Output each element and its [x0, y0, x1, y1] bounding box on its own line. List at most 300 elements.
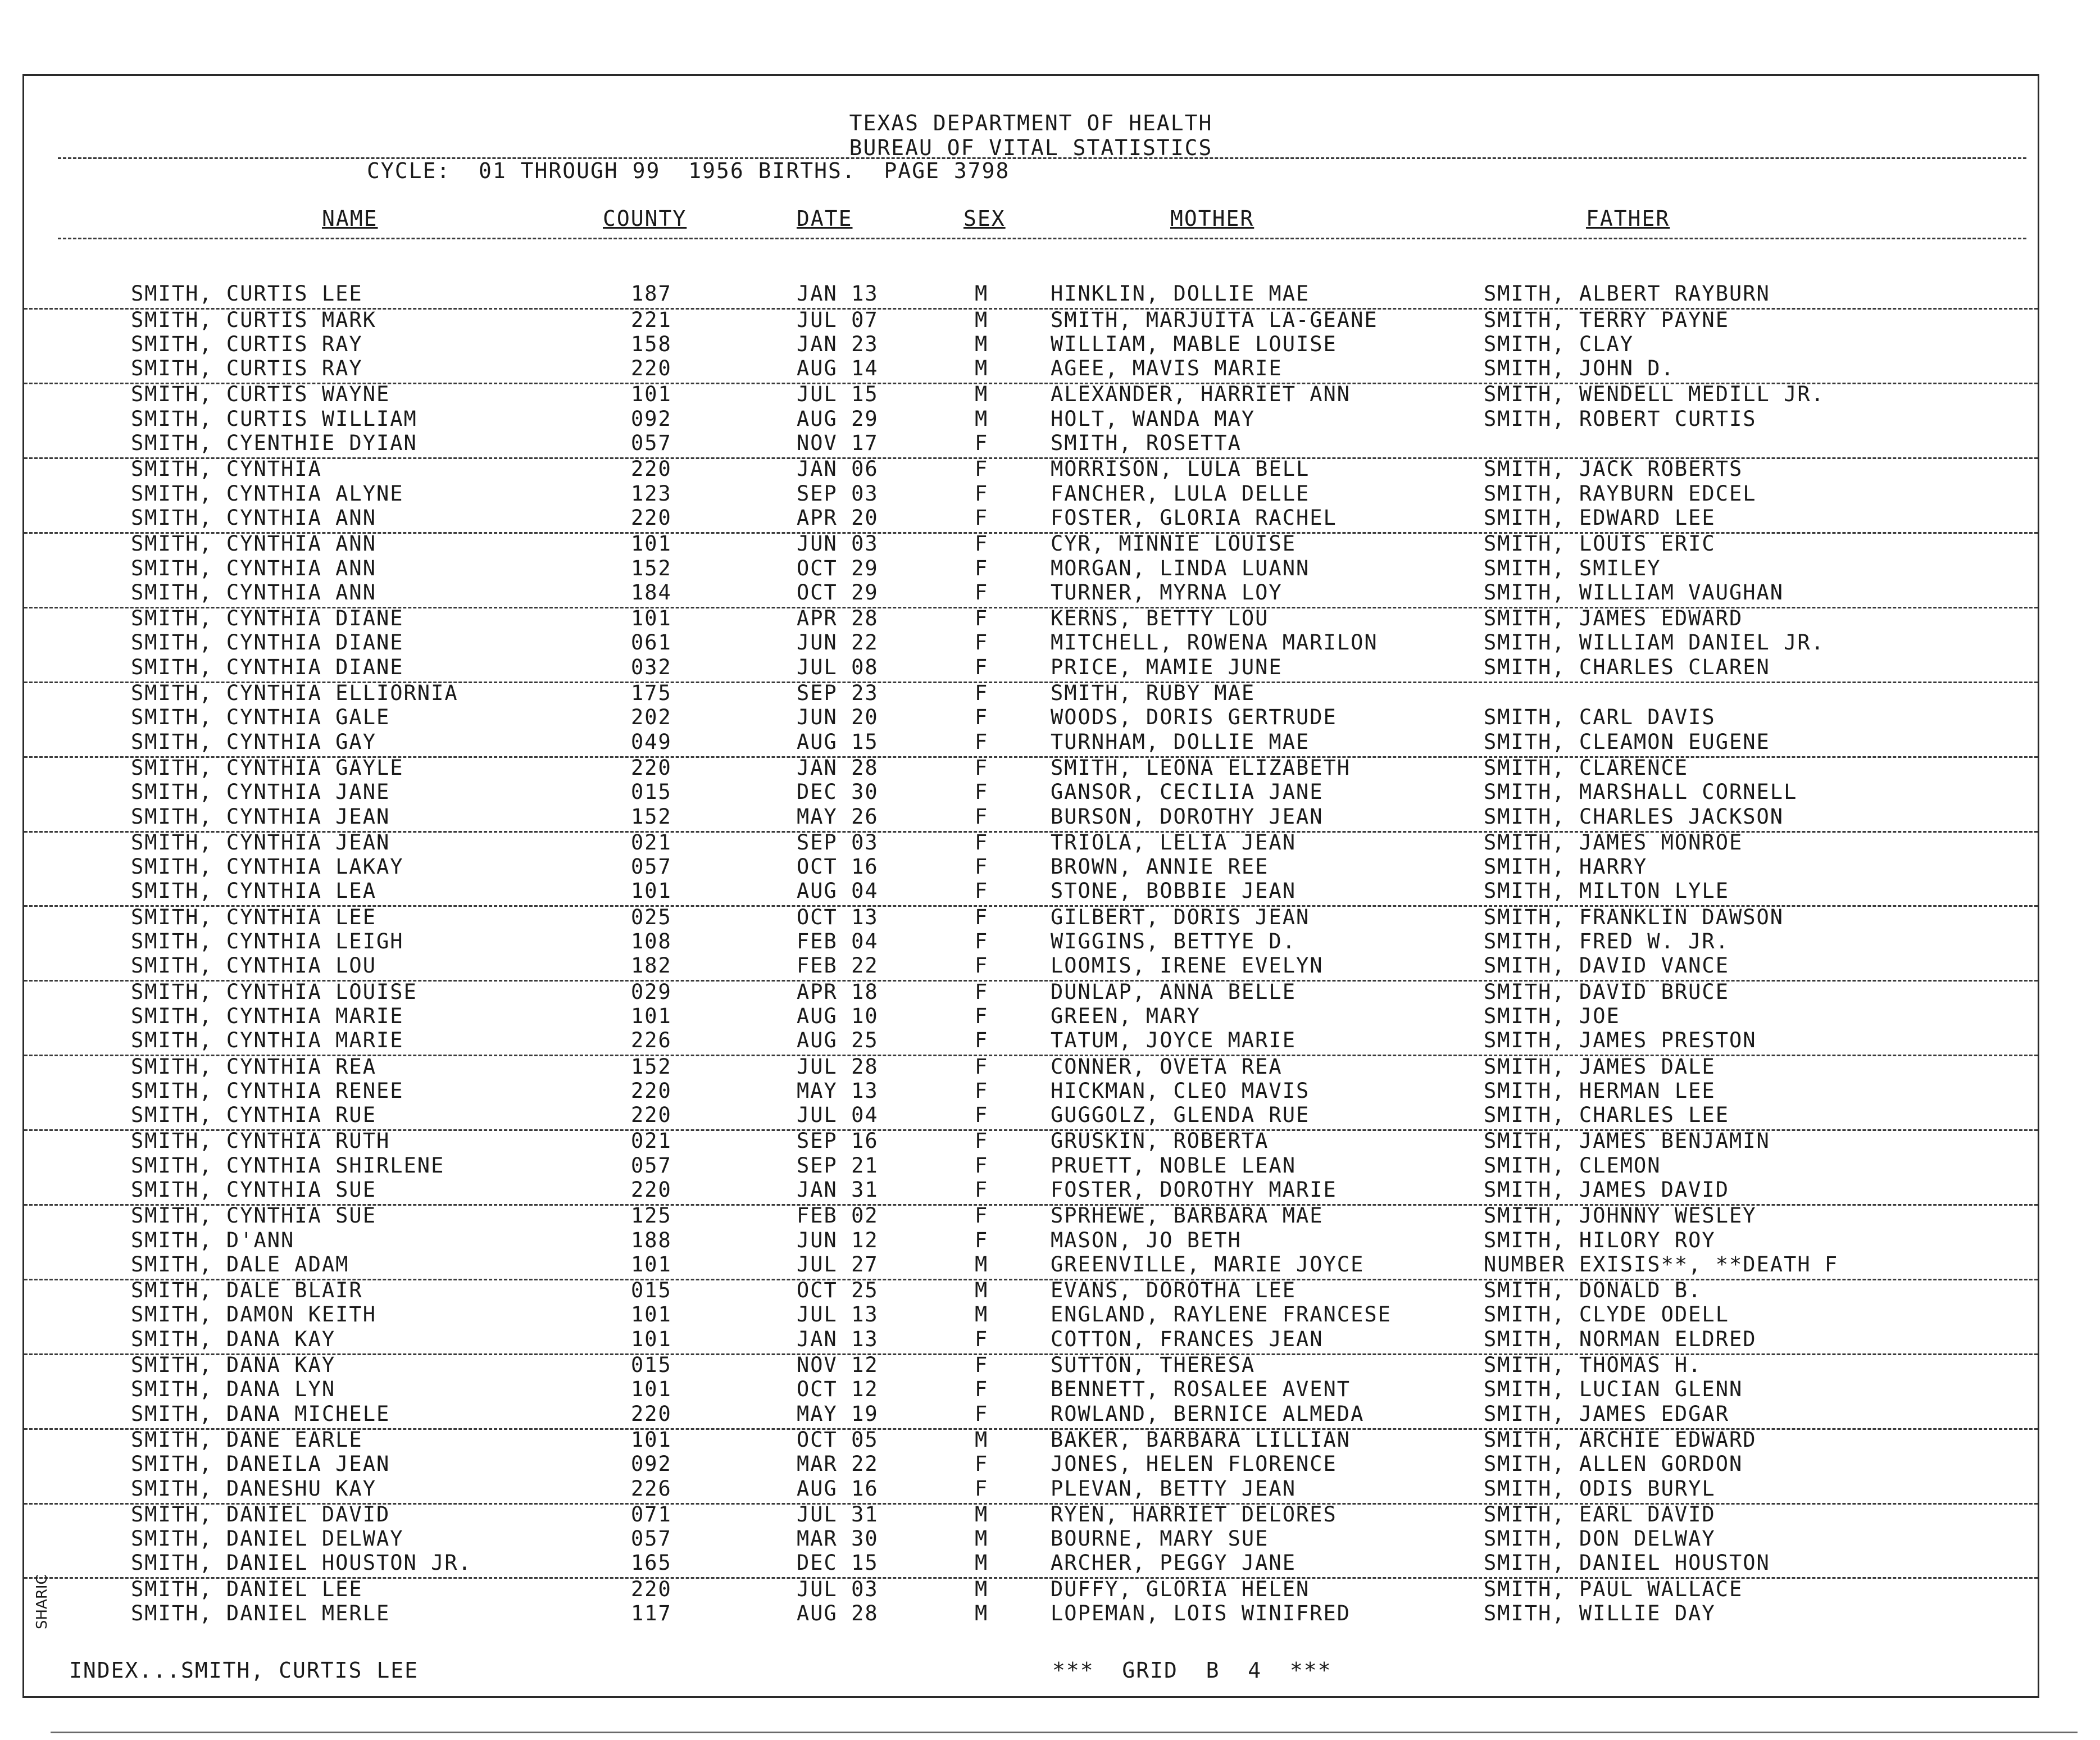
- cell-county: 187: [631, 281, 672, 306]
- cell-name: SMITH, CYNTHIA ANN: [131, 505, 376, 530]
- cell-mother: FOSTER, GLORIA RACHEL: [1051, 505, 1337, 530]
- cell-date: MAY 26: [797, 804, 879, 829]
- cell-mother: ALEXANDER, HARRIET ANN: [1051, 382, 1351, 407]
- table-row: [24, 483, 2038, 507]
- cell-father: SMITH, CARL DAVIS: [1484, 705, 1716, 730]
- cell-name: SMITH, DAMON KEITH: [131, 1302, 376, 1327]
- cell-county: 061: [631, 630, 672, 655]
- cell-date: JUL 03: [797, 1577, 879, 1601]
- cell-sex: M: [975, 1577, 989, 1601]
- cell-county: 117: [631, 1601, 672, 1626]
- cell-county: 049: [631, 729, 672, 754]
- cell-county: 226: [631, 1476, 672, 1501]
- cell-name: SMITH, CYNTHIA REA: [131, 1054, 376, 1079]
- cell-county: 092: [631, 1452, 672, 1476]
- table-row: [24, 1252, 2038, 1280]
- cell-county: 175: [631, 681, 672, 706]
- table-row: [24, 1529, 2038, 1553]
- cell-sex: F: [975, 580, 989, 605]
- cell-sex: F: [975, 855, 989, 879]
- cell-mother: SMITH, ROSETTA: [1051, 431, 1242, 456]
- cell-father: SMITH, WILLIE DAY: [1484, 1601, 1716, 1626]
- column-date-header: DATE: [797, 206, 853, 231]
- cell-name: SMITH, CYNTHIA DIANE: [131, 606, 404, 631]
- table-row: [24, 782, 2038, 806]
- cell-county: 152: [631, 1054, 672, 1079]
- cell-date: JUL 08: [797, 655, 879, 679]
- cell-date: FEB 02: [797, 1203, 879, 1228]
- cell-date: JAN 31: [797, 1177, 879, 1202]
- cell-name: SMITH, CYNTHIA RENEE: [131, 1078, 404, 1103]
- column-sex-header: SEX: [963, 206, 1006, 231]
- cell-sex: F: [975, 1401, 989, 1426]
- cell-date: FEB 22: [797, 953, 879, 978]
- table-row: [24, 384, 2038, 408]
- cell-name: SMITH, CYNTHIA MARIE: [131, 1028, 404, 1053]
- cell-sex: F: [975, 804, 989, 829]
- cell-name: SMITH, CYNTHIA LEA: [131, 879, 376, 903]
- table-row: [24, 1230, 2038, 1254]
- cell-date: SEP 03: [797, 830, 879, 855]
- cell-mother: GREEN, MARY: [1051, 1003, 1201, 1028]
- cell-county: 015: [631, 780, 672, 805]
- cell-date: JUN 22: [797, 630, 879, 655]
- cell-mother: DUNLAP, ANNA BELLE: [1051, 979, 1296, 1004]
- cell-sex: F: [975, 1452, 989, 1476]
- cell-name: SMITH, CURTIS LEE: [131, 281, 363, 306]
- cell-mother: SMITH, MARJUITA LA-GEANE: [1051, 307, 1378, 332]
- cell-name: SMITH, DANIEL DAVID: [131, 1502, 390, 1527]
- cell-mother: GUGGOLZ, GLENDA RUE: [1051, 1103, 1310, 1128]
- cell-name: SMITH, CYNTHIA SUE: [131, 1203, 376, 1228]
- table-row: [24, 830, 2038, 857]
- cell-name: SMITH, DANESHU KAY: [131, 1476, 376, 1501]
- cell-date: OCT 16: [797, 855, 879, 879]
- cell-county: 188: [631, 1228, 672, 1252]
- cell-name: SMITH, CYENTHIE DYIAN: [131, 431, 417, 456]
- cell-sex: M: [975, 1527, 989, 1551]
- cell-sex: F: [975, 929, 989, 954]
- cell-mother: WILLIAM, MABLE LOUISE: [1051, 331, 1337, 356]
- cell-sex: F: [975, 1177, 989, 1202]
- table-row: [24, 1280, 2038, 1305]
- cell-date: SEP 16: [797, 1129, 879, 1153]
- cell-mother: SMITH, LEONA ELIZABETH: [1051, 755, 1351, 780]
- cell-mother: WIGGINS, BETTYE D.: [1051, 929, 1296, 954]
- cell-mother: SUTTON, THERESA: [1051, 1353, 1256, 1378]
- cell-father: SMITH, JOE: [1484, 1003, 1620, 1028]
- cell-county: 057: [631, 1527, 672, 1551]
- cell-mother: BROWN, ANNIE REE: [1051, 855, 1269, 879]
- cell-date: AUG 10: [797, 1003, 879, 1028]
- table-row: [24, 281, 2038, 310]
- cell-sex: F: [975, 830, 989, 855]
- cell-date: SEP 23: [797, 681, 879, 706]
- cell-sex: M: [975, 1302, 989, 1327]
- cell-mother: FANCHER, LULA DELLE: [1051, 481, 1310, 506]
- cell-county: 101: [631, 1003, 672, 1028]
- table-row: [24, 857, 2038, 881]
- table-row: [24, 729, 2038, 757]
- cell-date: AUG 29: [797, 406, 879, 431]
- cell-father: SMITH, JAMES BENJAMIN: [1484, 1129, 1770, 1153]
- cell-date: JUN 12: [797, 1228, 879, 1252]
- cell-name: SMITH, DANA LYN: [131, 1377, 336, 1402]
- cell-sex: M: [975, 1551, 989, 1575]
- cell-date: OCT 29: [797, 580, 879, 605]
- cell-date: DEC 15: [797, 1551, 879, 1575]
- cell-sex: F: [975, 1476, 989, 1501]
- cell-date: SEP 21: [797, 1153, 879, 1178]
- table-row: [24, 358, 2038, 384]
- cell-county: 158: [631, 331, 672, 356]
- cell-sex: F: [975, 705, 989, 730]
- cell-father: SMITH, CHARLES CLAREN: [1484, 655, 1770, 679]
- cell-county: 220: [631, 356, 672, 381]
- cell-mother: SPRHEWE, BARBARA MAE: [1051, 1203, 1324, 1228]
- cell-name: SMITH, CYNTHIA ANN: [131, 580, 376, 605]
- cell-father: SMITH, ALLEN GORDON: [1484, 1452, 1743, 1476]
- cell-county: 101: [631, 606, 672, 631]
- cell-name: SMITH, DANA KAY: [131, 1353, 336, 1378]
- cell-date: DEC 30: [797, 780, 879, 805]
- cell-father: SMITH, JAMES MONROE: [1484, 830, 1743, 855]
- cell-county: 108: [631, 929, 672, 954]
- cell-father: SMITH, WILLIAM DANIEL JR.: [1484, 630, 1825, 655]
- column-mother-header: MOTHER: [1170, 206, 1254, 231]
- cell-father: SMITH, HERMAN LEE: [1484, 1078, 1716, 1103]
- cell-mother: DUFFY, GLORIA HELEN: [1051, 1577, 1310, 1601]
- cell-sex: F: [975, 979, 989, 1004]
- table-row: [24, 1579, 2038, 1603]
- cell-mother: BENNETT, ROSALEE AVENT: [1051, 1377, 1351, 1402]
- table-row: [24, 1379, 2038, 1403]
- cell-father: SMITH, LUCIAN GLENN: [1484, 1377, 1743, 1402]
- cell-county: 220: [631, 457, 672, 481]
- table-row: [24, 331, 2038, 358]
- cell-mother: KERNS, BETTY LOU: [1051, 606, 1269, 631]
- table-row: [24, 953, 2038, 982]
- cell-name: SMITH, CYNTHIA GAYLE: [131, 755, 404, 780]
- index-footer: INDEX...SMITH, CURTIS LEE: [69, 1658, 419, 1683]
- cell-father: SMITH, JAMES DAVID: [1484, 1177, 1729, 1202]
- cell-sex: M: [975, 382, 989, 407]
- cell-date: APR 28: [797, 606, 879, 631]
- column-name-header: NAME: [322, 206, 378, 231]
- cell-county: 101: [631, 1377, 672, 1402]
- cell-name: SMITH, CYNTHIA RUE: [131, 1103, 376, 1128]
- cell-father: SMITH, JACK ROBERTS: [1484, 457, 1743, 481]
- cell-sex: F: [975, 1129, 989, 1153]
- cell-name: SMITH, CURTIS MARK: [131, 307, 376, 332]
- cell-date: JAN 13: [797, 281, 879, 306]
- cell-county: 220: [631, 1401, 672, 1426]
- cell-name: SMITH, CYNTHIA SHIRLENE: [131, 1153, 445, 1178]
- cell-father: SMITH, HILORY ROY: [1484, 1228, 1716, 1252]
- cell-name: SMITH, CURTIS WILLIAM: [131, 406, 417, 431]
- cell-father: SMITH, CLEAMON EUGENE: [1484, 729, 1770, 754]
- cell-father: SMITH, SMILEY: [1484, 556, 1661, 580]
- cell-date: JAN 23: [797, 331, 879, 356]
- cell-father: SMITH, MARSHALL CORNELL: [1484, 780, 1798, 805]
- table-row: [24, 1553, 2038, 1579]
- cell-father: SMITH, THOMAS H.: [1484, 1353, 1702, 1378]
- column-county-header: COUNTY: [603, 206, 687, 231]
- cell-name: SMITH, D'ANN: [131, 1228, 295, 1252]
- cell-father: SMITH, CHARLES LEE: [1484, 1103, 1729, 1128]
- cell-father: SMITH, DONALD B.: [1484, 1278, 1702, 1303]
- cell-date: JUL 04: [797, 1103, 879, 1128]
- cell-county: 182: [631, 953, 672, 978]
- cell-county: 226: [631, 1028, 672, 1053]
- cell-sex: F: [975, 1054, 989, 1079]
- table-row: [24, 657, 2038, 683]
- cell-father: SMITH, JOHN D.: [1484, 356, 1675, 381]
- cell-county: 220: [631, 1577, 672, 1601]
- cell-sex: M: [975, 1252, 989, 1276]
- table-row: [24, 558, 2038, 582]
- cell-date: FEB 04: [797, 929, 879, 954]
- cell-mother: TRIOLA, LELIA JEAN: [1051, 830, 1296, 855]
- table-row: [24, 881, 2038, 907]
- cell-mother: GANSOR, CECILIA JANE: [1051, 780, 1324, 805]
- cell-father: SMITH, LOUIS ERIC: [1484, 531, 1716, 556]
- cell-sex: M: [975, 406, 989, 431]
- cell-county: 029: [631, 979, 672, 1004]
- cell-name: SMITH, DANA KAY: [131, 1326, 336, 1351]
- cell-mother: COTTON, FRANCES JEAN: [1051, 1326, 1324, 1351]
- cell-date: JUL 27: [797, 1252, 879, 1276]
- cell-date: APR 20: [797, 505, 879, 530]
- table-row: [24, 1203, 2038, 1230]
- grid-footer: *** GRID B 4 ***: [1052, 1658, 1332, 1683]
- cell-sex: F: [975, 1153, 989, 1178]
- table-row: [24, 1131, 2038, 1155]
- cell-name: SMITH, CYNTHIA LAKAY: [131, 855, 404, 879]
- cell-father: SMITH, JAMES EDWARD: [1484, 606, 1743, 631]
- cell-father: SMITH, JAMES PRESTON: [1484, 1028, 1757, 1053]
- cell-father: SMITH, EDWARD LEE: [1484, 505, 1716, 530]
- cell-name: SMITH, CYNTHIA GAY: [131, 729, 376, 754]
- table-row: [24, 1003, 2038, 1030]
- cell-sex: F: [975, 953, 989, 978]
- cell-name: SMITH, CURTIS RAY: [131, 331, 363, 356]
- cell-sex: F: [975, 481, 989, 506]
- cell-sex: M: [975, 356, 989, 381]
- cell-name: SMITH, CYNTHIA RUTH: [131, 1129, 390, 1153]
- cell-mother: LOOMIS, IRENE EVELYN: [1051, 953, 1324, 978]
- cell-mother: TURNHAM, DOLLIE MAE: [1051, 729, 1310, 754]
- cell-county: 057: [631, 1153, 672, 1178]
- table-row: [24, 408, 2038, 433]
- cell-name: SMITH, CYNTHIA LOU: [131, 953, 376, 978]
- table-row: [24, 1056, 2038, 1080]
- cell-name: SMITH, DALE BLAIR: [131, 1278, 363, 1303]
- table-row: [24, 433, 2038, 459]
- cell-mother: ARCHER, PEGGY JANE: [1051, 1551, 1296, 1575]
- cell-name: SMITH, DANEILA JEAN: [131, 1452, 390, 1476]
- cell-county: 221: [631, 307, 672, 332]
- bureau-title: BUREAU OF VITAL STATISTICS: [849, 135, 1213, 160]
- cell-mother: LOPEMAN, LOIS WINIFRED: [1051, 1601, 1351, 1626]
- cell-date: AUG 14: [797, 356, 879, 381]
- cell-mother: BOURNE, MARY SUE: [1051, 1527, 1269, 1551]
- column-father-header: FATHER: [1586, 206, 1670, 231]
- cell-father: SMITH, ALBERT RAYBURN: [1484, 281, 1770, 306]
- cell-date: JUL 28: [797, 1054, 879, 1079]
- cell-sex: M: [975, 331, 989, 356]
- cell-county: 220: [631, 505, 672, 530]
- cell-county: 101: [631, 531, 672, 556]
- table-row: [24, 531, 2038, 558]
- table-row: [24, 630, 2038, 657]
- cell-mother: JONES, HELEN FLORENCE: [1051, 1452, 1337, 1476]
- cell-sex: M: [975, 1601, 989, 1626]
- cell-sex: F: [975, 1326, 989, 1351]
- cell-name: SMITH, DANA MICHELE: [131, 1401, 390, 1426]
- cell-sex: F: [975, 905, 989, 929]
- cell-mother: STONE, BOBBIE JEAN: [1051, 879, 1296, 903]
- cell-mother: MASON, JO BETH: [1051, 1228, 1242, 1252]
- table-row: [24, 806, 2038, 832]
- cell-name: SMITH, CYNTHIA ANN: [131, 531, 376, 556]
- cell-mother: HOLT, WANDA MAY: [1051, 406, 1256, 431]
- table-row: [24, 907, 2038, 931]
- cell-sex: F: [975, 1003, 989, 1028]
- cell-mother: EVANS, DOROTHA LEE: [1051, 1278, 1296, 1303]
- table-row: [24, 1030, 2038, 1056]
- cell-county: 025: [631, 905, 672, 929]
- cell-father: SMITH, JAMES EDGAR: [1484, 1401, 1729, 1426]
- cell-date: JAN 28: [797, 755, 879, 780]
- column-header-rule: [58, 238, 2026, 239]
- cell-mother: TURNER, MYRNA LOY: [1051, 580, 1283, 605]
- cell-date: MAR 22: [797, 1452, 879, 1476]
- cell-sex: F: [975, 1028, 989, 1053]
- cell-sex: M: [975, 1502, 989, 1527]
- cell-date: JUL 15: [797, 382, 879, 407]
- table-row: [24, 1326, 2038, 1355]
- cell-mother: PRICE, MAMIE JUNE: [1051, 655, 1283, 679]
- cell-sex: M: [975, 307, 989, 332]
- cell-father: SMITH, JAMES DALE: [1484, 1054, 1716, 1079]
- cell-county: 032: [631, 655, 672, 679]
- cell-county: 092: [631, 406, 672, 431]
- cell-name: SMITH, CYNTHIA ELLIORNIA: [131, 681, 458, 706]
- cell-county: 021: [631, 830, 672, 855]
- cell-mother: FOSTER, DOROTHY MARIE: [1051, 1177, 1337, 1202]
- table-row: [24, 1355, 2038, 1379]
- cell-name: SMITH, DANIEL LEE: [131, 1577, 363, 1601]
- cell-name: SMITH, CYNTHIA DIANE: [131, 655, 404, 679]
- table-row: [24, 683, 2038, 707]
- cell-name: SMITH, DALE ADAM: [131, 1252, 349, 1276]
- cell-date: AUG 15: [797, 729, 879, 754]
- cell-county: 165: [631, 1551, 672, 1575]
- cell-name: SMITH, CYNTHIA SUE: [131, 1177, 376, 1202]
- table-row: [24, 1302, 2038, 1329]
- table-row: [24, 1502, 2038, 1529]
- cell-date: SEP 03: [797, 481, 879, 506]
- cell-father: SMITH, NORMAN ELDRED: [1484, 1326, 1757, 1351]
- cell-sex: F: [975, 655, 989, 679]
- cell-father: SMITH, ODIS BURYL: [1484, 1476, 1716, 1501]
- cell-father: SMITH, ROBERT CURTIS: [1484, 406, 1757, 431]
- cell-father: SMITH, RAYBURN EDCEL: [1484, 481, 1757, 506]
- cell-mother: AGEE, MAVIS MARIE: [1051, 356, 1283, 381]
- cell-mother: MORRISON, LULA BELL: [1051, 457, 1310, 481]
- cell-date: AUG 25: [797, 1028, 879, 1053]
- cell-date: JUL 13: [797, 1302, 879, 1327]
- cell-name: SMITH, DANIEL MERLE: [131, 1601, 390, 1626]
- cell-name: SMITH, DANIEL HOUSTON JR.: [131, 1551, 472, 1575]
- cell-father: SMITH, CHARLES JACKSON: [1484, 804, 1784, 829]
- cell-county: 057: [631, 855, 672, 879]
- table-row: [24, 929, 2038, 956]
- cell-name: SMITH, CYNTHIA LOUISE: [131, 979, 417, 1004]
- table-row: [24, 459, 2038, 483]
- cell-date: MAY 19: [797, 1401, 879, 1426]
- cell-father: NUMBER EXISIS**, **DEATH F: [1484, 1252, 1839, 1276]
- cell-date: OCT 13: [797, 905, 879, 929]
- cell-sex: F: [975, 1103, 989, 1128]
- cell-county: 123: [631, 481, 672, 506]
- cell-sex: F: [975, 729, 989, 754]
- cell-mother: TATUM, JOYCE MARIE: [1051, 1028, 1296, 1053]
- cell-name: SMITH, CYNTHIA ANN: [131, 556, 376, 580]
- table-row: [24, 1403, 2038, 1429]
- cell-sex: F: [975, 1078, 989, 1103]
- table-row: [24, 1454, 2038, 1478]
- cell-date: AUG 28: [797, 1601, 879, 1626]
- table-row: [24, 1427, 2038, 1454]
- table-row: [24, 1478, 2038, 1504]
- cell-county: 071: [631, 1502, 672, 1527]
- cell-mother: BURSON, DOROTHY JEAN: [1051, 804, 1324, 829]
- cell-name: SMITH, CYNTHIA JEAN: [131, 830, 390, 855]
- cell-mother: BAKER, BARBARA LILLIAN: [1051, 1427, 1351, 1452]
- cell-father: SMITH, FRANKLIN DAWSON: [1484, 905, 1784, 929]
- cell-date: JAN 06: [797, 457, 879, 481]
- table-row: [24, 707, 2038, 732]
- header-rule: [58, 157, 2026, 159]
- department-title: TEXAS DEPARTMENT OF HEALTH: [849, 111, 1213, 135]
- cell-name: SMITH, CYNTHIA JANE: [131, 780, 390, 805]
- cell-sex: F: [975, 556, 989, 580]
- cell-date: OCT 29: [797, 556, 879, 580]
- cell-mother: HINKLIN, DOLLIE MAE: [1051, 281, 1310, 306]
- cell-father: SMITH, WENDELL MEDILL JR.: [1484, 382, 1825, 407]
- cell-sex: F: [975, 1203, 989, 1228]
- table-row: [24, 608, 2038, 633]
- cell-sex: F: [975, 1353, 989, 1378]
- cell-father: SMITH, CLAY: [1484, 331, 1634, 356]
- cell-county: 015: [631, 1353, 672, 1378]
- cell-name: SMITH, CURTIS RAY: [131, 356, 363, 381]
- cell-father: SMITH, CLYDE ODELL: [1484, 1302, 1729, 1327]
- cell-mother: ENGLAND, RAYLENE FRANCESE: [1051, 1302, 1392, 1327]
- cell-mother: SMITH, RUBY MAE: [1051, 681, 1256, 706]
- table-row: [24, 1155, 2038, 1179]
- cell-county: 152: [631, 556, 672, 580]
- cell-county: 101: [631, 1427, 672, 1452]
- cell-county: 015: [631, 1278, 672, 1303]
- cell-sex: F: [975, 606, 989, 631]
- cell-father: SMITH, DAVID BRUCE: [1484, 979, 1729, 1004]
- cell-father: SMITH, JOHNNY WESLEY: [1484, 1203, 1757, 1228]
- cell-county: 152: [631, 804, 672, 829]
- cell-date: OCT 25: [797, 1278, 879, 1303]
